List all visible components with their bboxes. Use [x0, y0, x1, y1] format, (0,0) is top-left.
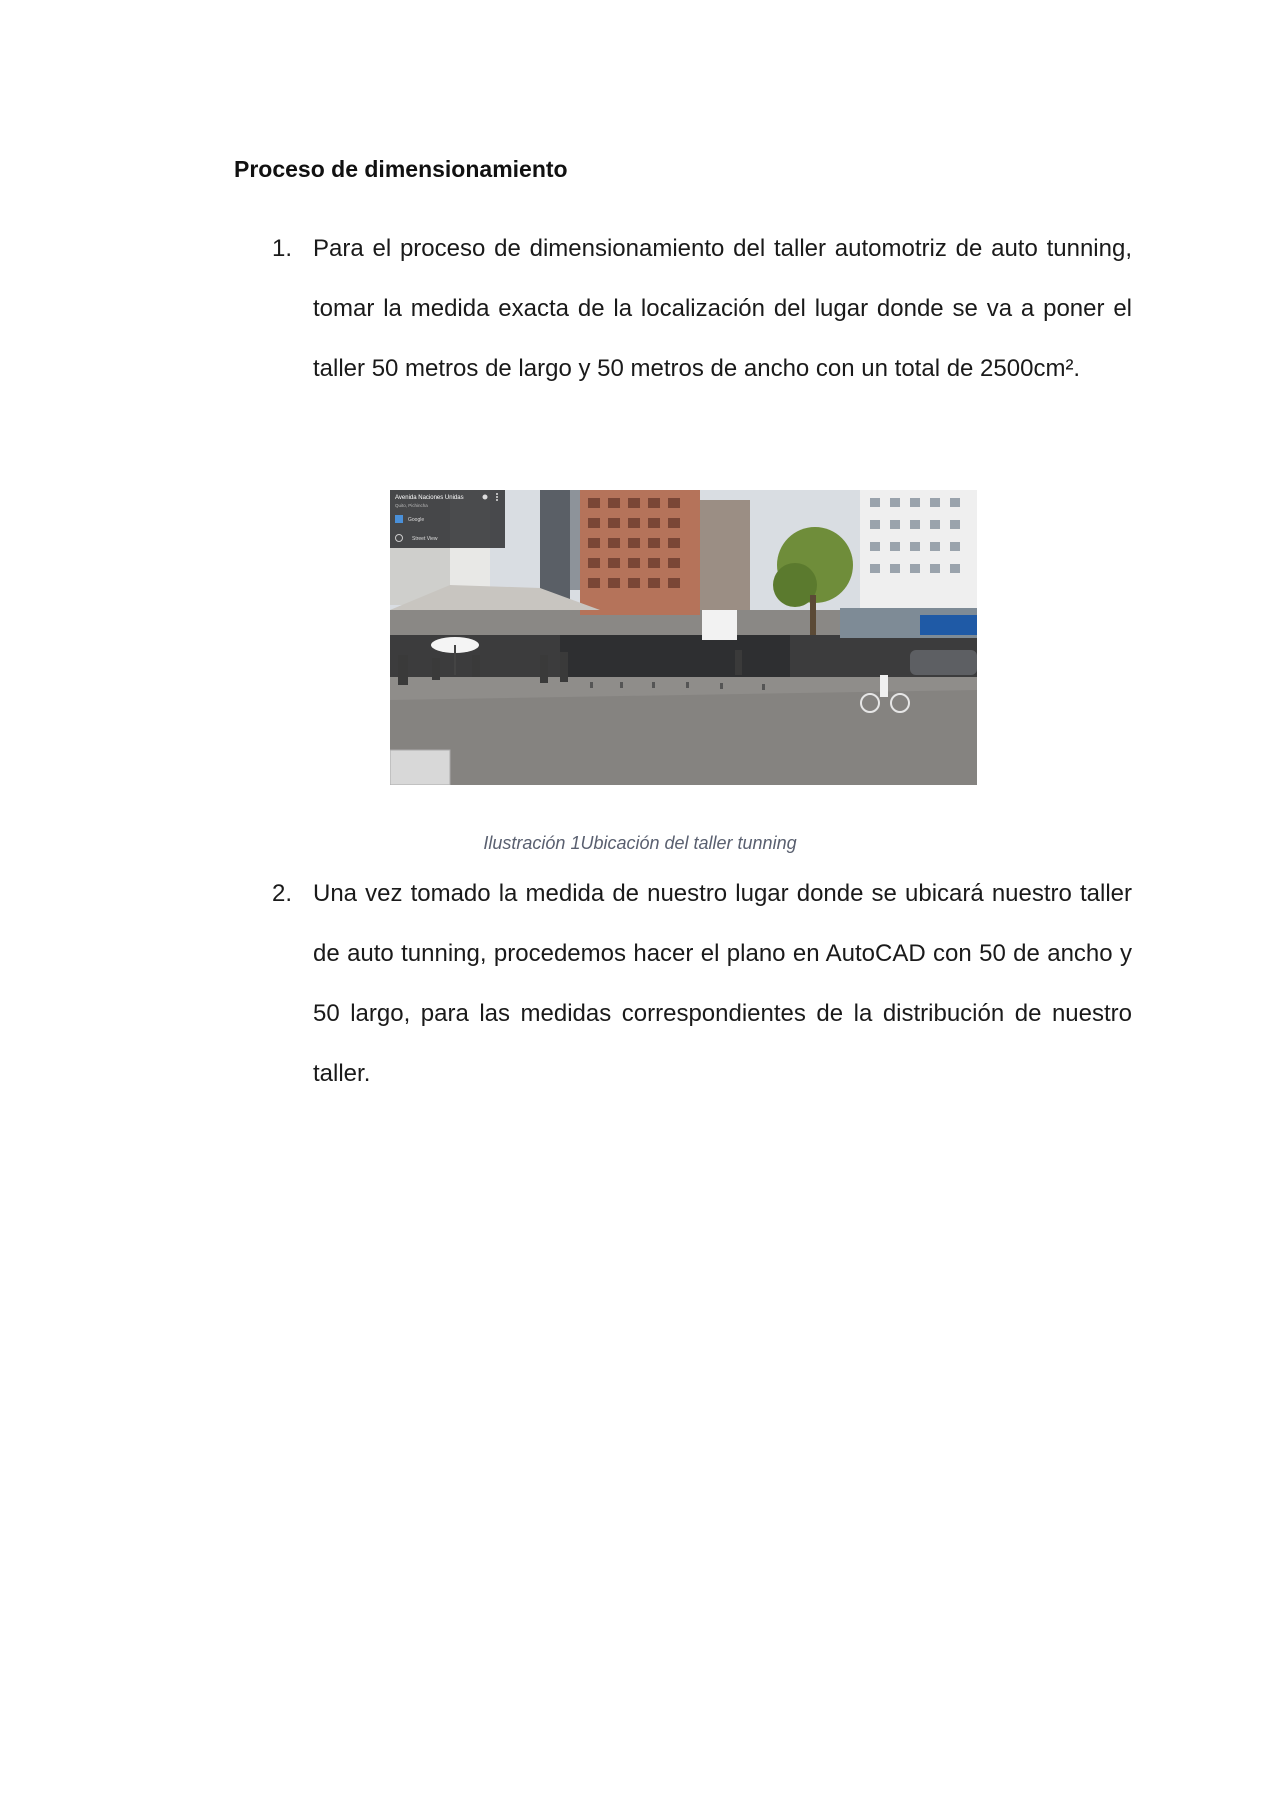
overlay-mode[interactable]: Street View: [412, 536, 438, 542]
street-view-photo: [390, 490, 977, 785]
overlay-title: Avenida Naciones Unidas: [395, 495, 464, 501]
list-number: 1.: [272, 235, 293, 262]
minimap-thumbnail[interactable]: [390, 750, 450, 785]
list-number: 2.: [272, 880, 293, 907]
overlay-link[interactable]: Google: [408, 517, 425, 523]
overlay-subtitle: Quito, Pichincha: [395, 503, 428, 508]
location-pin-icon[interactable]: [483, 495, 488, 500]
list-item-1: [272, 219, 1132, 399]
section-heading: Proceso de dimensionamiento: [234, 156, 568, 182]
list-item-text: Para el proceso de dimensionamiento del taller automotriz de auto tunning, tomar la medida exacta de la localización del lugar donde se va a poner el taller 50 metros de largo y 50 metros de ancho con un total de 2500cm².: [313, 235, 1132, 382]
list-item-2: [272, 864, 1132, 1104]
more-menu-icon[interactable]: [496, 493, 498, 501]
google-icon: [395, 515, 403, 523]
figure-caption: Ilustración 1Ubicación del taller tunning: [483, 833, 797, 853]
list-item-text: Una vez tomado la medida de nuestro lugar donde se ubicará nuestro taller de auto tunning, procedemos hacer el plano en AutoCAD con 50 de ancho y 50 largo, para las medidas correspondientes de la distribución de nuestro taller.: [313, 880, 1132, 1087]
